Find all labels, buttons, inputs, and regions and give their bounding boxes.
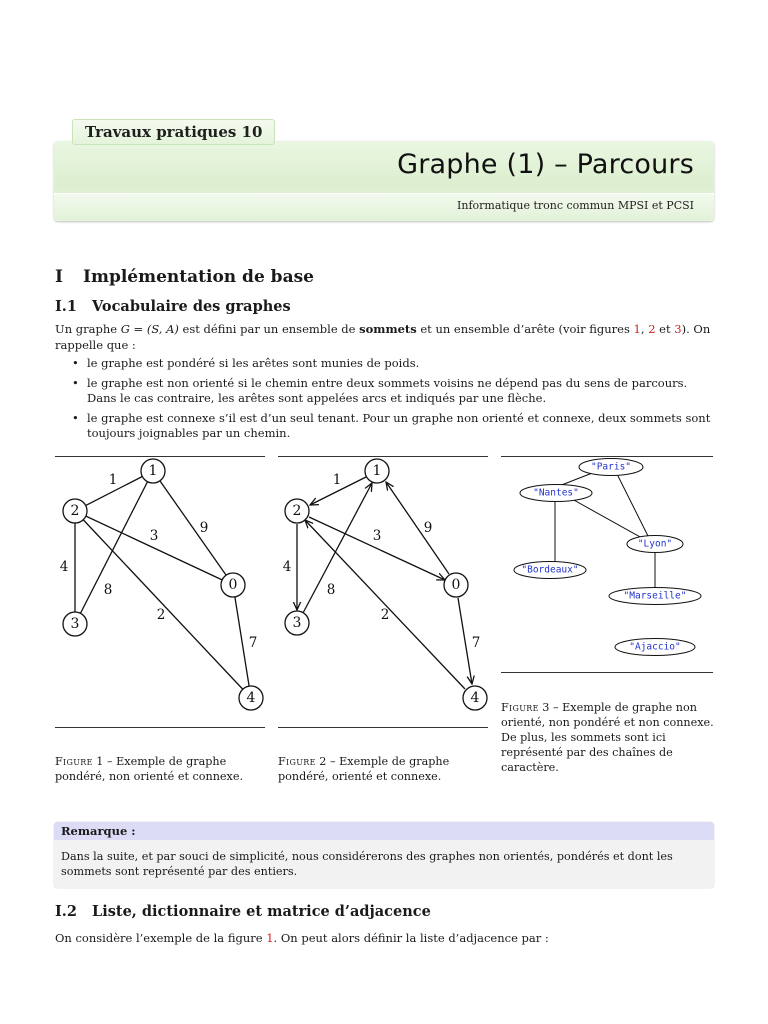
intro-text: et: [655, 322, 675, 336]
remark-title: Remarque :: [61, 824, 136, 838]
graph-formula: G = (S, A): [120, 322, 179, 336]
edge: [572, 499, 642, 538]
node-label: 2: [70, 503, 80, 519]
edge-weight: 7: [248, 635, 258, 651]
edge-weight: 9: [199, 520, 209, 536]
figure-caption: [55, 754, 267, 784]
intro-text: ). On rappelle que :: [55, 322, 711, 352]
arc: [386, 482, 449, 574]
remark-header: [54, 822, 714, 840]
figure-caption: [278, 754, 490, 784]
node-label: 3: [292, 615, 302, 631]
subsection-number: I.1: [55, 298, 77, 315]
subsection-number: I.2: [55, 903, 77, 920]
figure-link[interactable]: 2: [648, 322, 656, 336]
edge-weight: 1: [332, 472, 342, 488]
caption-prefix: Figure: [278, 755, 316, 768]
subsection-heading: [55, 903, 431, 920]
section-title: Implémentation de base: [83, 267, 314, 287]
edge-weight: 8: [326, 582, 336, 598]
paragraph-text: . On peut alors définir la liste d’adjacence par :: [273, 931, 549, 945]
node-label: 2: [292, 503, 302, 519]
edge-weight: 1: [108, 472, 118, 488]
section-number: I: [55, 267, 63, 287]
arc: [303, 483, 372, 613]
caption-prefix: Figure: [501, 701, 539, 714]
list-item-text: le graphe est non orienté si le chemin entre deux sommets voisins ne dépend pas du sens de parcours. Dans le cas contraire, les arêtes sont appelées arcs et indiqués par une flèche.: [87, 376, 688, 405]
list-item-text: le graphe est pondéré si les arêtes sont munies de poids.: [87, 356, 420, 370]
edge-weight: 3: [149, 528, 159, 544]
edge-weight: 2: [380, 607, 390, 623]
node-label: "Paris": [590, 461, 632, 473]
node-label: "Bordeaux": [521, 564, 579, 576]
bold-term: sommets: [359, 322, 417, 336]
page-subtitle: Informatique tronc commun MPSI et PCSI: [457, 199, 694, 212]
caption-number: 2: [319, 755, 327, 768]
arc: [305, 520, 465, 689]
edge-weight: 4: [282, 559, 292, 575]
figure-link[interactable]: 3: [674, 322, 682, 336]
edge: [153, 471, 233, 585]
node-label: 4: [470, 690, 480, 706]
node-label: "Lyon": [637, 538, 673, 550]
edge-weight: 2: [156, 607, 166, 623]
list-item-text: le graphe est connexe s’il est d’un seul tenant. Pour un graphe non orienté et connexe, deux sommets sont toujours joignables par un chemin.: [87, 411, 711, 440]
node-label: 0: [228, 577, 238, 593]
figure-link[interactable]: 1: [633, 322, 641, 336]
edge-weight: 4: [59, 559, 69, 575]
node-label: 3: [70, 616, 80, 632]
caption-number: 1: [96, 755, 104, 768]
node-label: 1: [372, 463, 382, 479]
caption-number: 3: [542, 701, 550, 714]
edge-weight: 9: [423, 520, 433, 536]
caption-text: – Exemple de graphe non orienté, non pondéré et non connexe. De plus, les sommets sont ici représenté par des chaînes de caractère.: [501, 701, 714, 774]
caption-text: – Exemple de graphe pondéré, orienté et connexe.: [278, 755, 450, 783]
arc: [458, 598, 472, 684]
figure-caption: [501, 700, 715, 775]
bullet-icon: •: [72, 376, 79, 390]
subsection-title: Liste, dictionnaire et matrice d’adjacence: [92, 903, 431, 920]
page-title: Graphe (1) – Parcours: [397, 149, 694, 180]
body-paragraph: [55, 930, 715, 946]
bullet-icon: •: [72, 411, 79, 425]
edge-weight: 3: [372, 528, 382, 544]
edge-weight: 8: [103, 582, 113, 598]
edge: [75, 471, 153, 624]
paragraph-text: On considère l’exemple de la figure: [55, 931, 267, 945]
intro-text: ,: [640, 322, 649, 336]
node-label: "Nantes": [533, 487, 579, 499]
edge: [75, 511, 251, 698]
node-label: 0: [451, 577, 461, 593]
edge: [75, 511, 233, 585]
edge-weight: 7: [471, 635, 481, 651]
node-label: 1: [148, 463, 158, 479]
caption-text: – Exemple de graphe pondéré, non orienté et connexe.: [55, 755, 244, 783]
intro-text: Un graphe: [55, 322, 121, 336]
node-label: "Ajaccio": [629, 641, 681, 653]
remark-box: [54, 822, 714, 888]
intro-text: et un ensemble d’arête (voir figures: [416, 322, 634, 336]
subsection-title: Vocabulaire des graphes: [92, 298, 291, 315]
node-label: "Marseille": [623, 590, 687, 602]
node-label: 4: [246, 690, 256, 706]
tp-label: Travaux pratiques 10: [72, 119, 275, 145]
remark-body: Dans la suite, et par souci de simplicité, nous considérerons des graphes non orientés, pondérés et dont les sommets sont représenté par des entiers.: [61, 850, 673, 878]
bullet-icon: •: [72, 356, 79, 370]
caption-prefix: Figure: [55, 755, 93, 768]
figure-link[interactable]: 1: [266, 931, 274, 945]
intro-text: est défini par un ensemble de: [178, 322, 360, 336]
